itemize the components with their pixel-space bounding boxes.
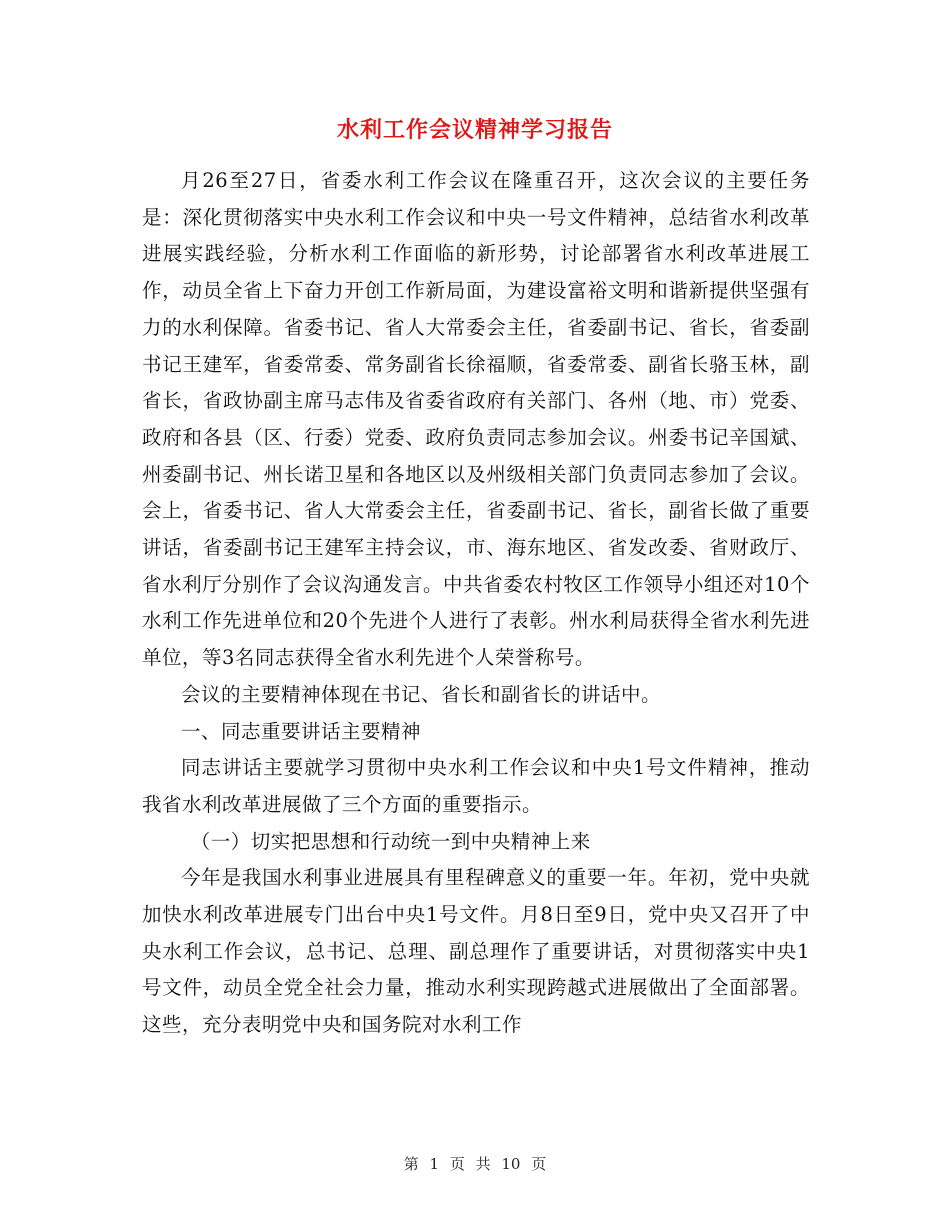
page-number-footer: 第 1 页 共 10 页 (403, 1155, 547, 1173)
document-title: 水利工作会议精神学习报告 (336, 117, 613, 143)
heading-section-one: 一、同志重要讲话主要精神 (181, 719, 422, 743)
document-body (142, 163, 810, 1044)
paragraph-speech-summary: 同志讲话主要就学习贯彻中央水利工作会议和中央1号文件精神，推动我省水利改革进展做了三个方面的重要指示。 (142, 756, 810, 816)
paragraph-meeting-overview: 月26至27日，省委水利工作会议在隆重召开，这次会议的主要任务是：深化贯彻落实中央水利工作会议和中央一号文件精神，总结省水利改革进展实践经验，分析水利工作面临的新形势，讨论部署省水利改革进展工作，动员全省上下奋力开创工作新局面，为建设富裕文明和谐新提供坚强有力的水利保障。省委书记、省人大常委会主任，省委副书记、省长，省委副书记王建军，省委常委、常务副省长徐福顺，省委常委、副省长骆玉林，副省长，省政协副主席马志伟及省委省政府有关部门、各州（地、市）党委、政府和各县（区、行委）党委、政府负责同志参加会议。州委书记辛国斌、州委副书记、州长诺卫星和各地区以及州级相关部门负责同志参加了会议。会上，省委书记、省人大常委会主任，省委副书记、省长，副省长做了重要讲话，省委副书记王建军主持会议，市、海东地区、省发改委、省财政厅、省水利厅分别作了会议沟通发言。中共省委农村牧区工作领导小组还对10个水利工作先进单位和20个先进个人进行了表彰。州水利局获得全省水利先进单位，等3名同志获得全省水利先进个人荣誉称号。 (142, 169, 810, 670)
subheading-part-one: （一）切实把思想和行动统一到中央精神上来 (190, 829, 591, 853)
paragraph-milestone-year: 今年是我国水利事业进展具有里程碑意义的重要一年。年初，党中央就加快水利改革进展专门出台中央1号文件。月8日至9日，党中央又召开了中央水利工作会议，总书记、总理、副总理作了重要讲话，对贯彻落实中央1号文件，动员全党全社会力量，推动水利实现跨越式进展做出了全面部署。这些，充分表明党中央和国务院对水利工作 (142, 866, 810, 1037)
paragraph-main-spirit: 会议的主要精神体现在书记、省长和副省长的讲话中。 (181, 682, 662, 706)
